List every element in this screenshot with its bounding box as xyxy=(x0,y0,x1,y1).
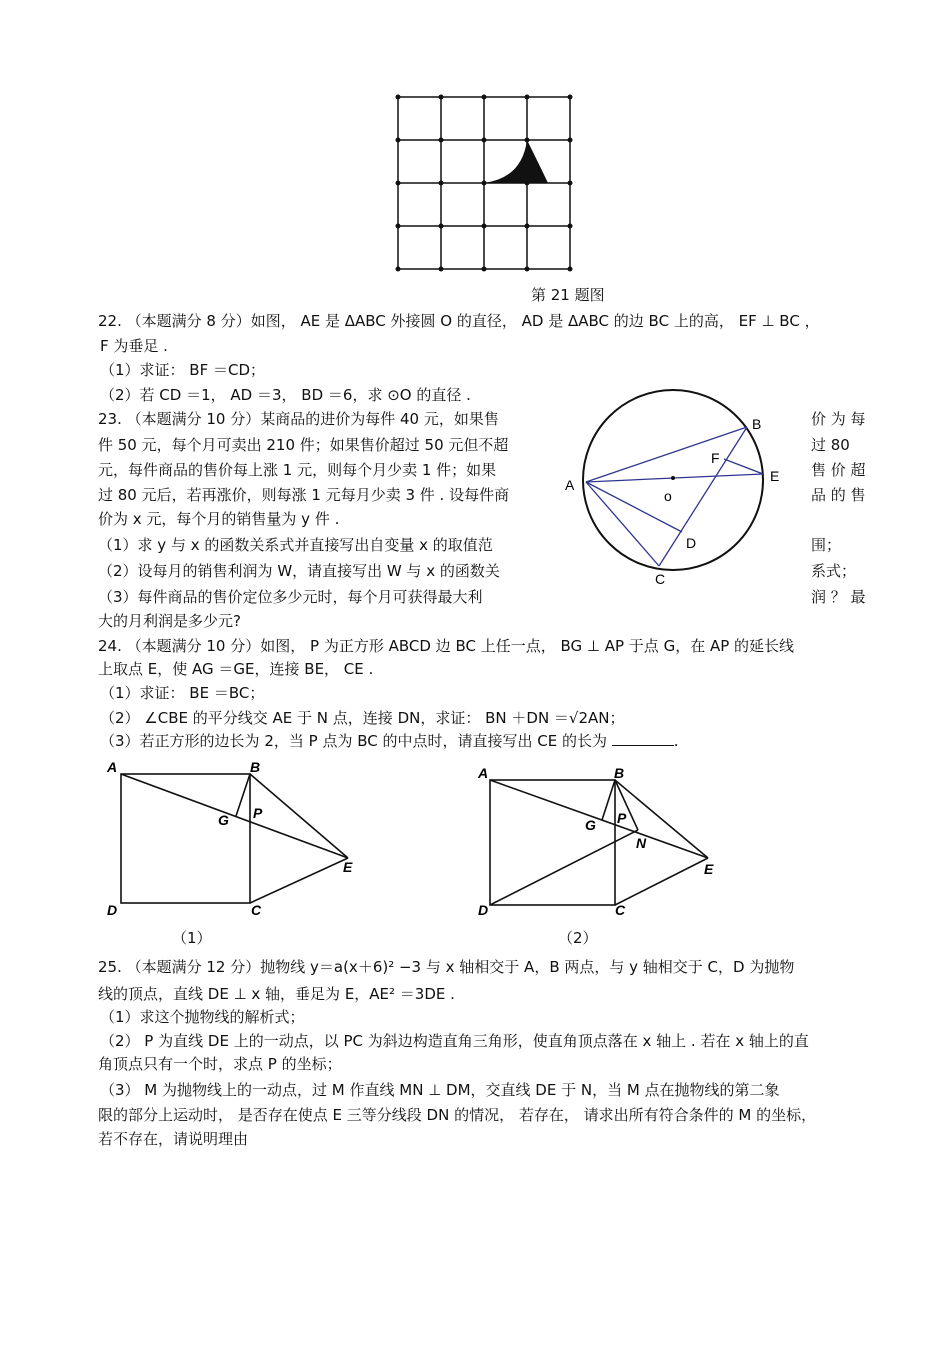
q23-right-4: 品 的 售 xyxy=(811,486,866,504)
q24-sub-2: （2） ∠CBE 的平分线交 AE 于 N 点，连接 DN，求证： BN ＋DN ＝√2AN； xyxy=(100,709,625,727)
fig24-caption-1: （1） xyxy=(172,929,212,947)
fig1-label-a: A xyxy=(107,759,118,775)
fig1-label-p: P xyxy=(253,805,263,821)
figure-21-caption: 第 21 题图 xyxy=(531,286,605,304)
fig1-label-c: C xyxy=(251,902,262,918)
fig2-label-n: N xyxy=(636,835,647,851)
q22-sub-1: （1）求证： BF ＝CD； xyxy=(100,361,266,379)
q23-right-8: 润 ？ 最 xyxy=(811,588,866,606)
q24-sub-1: （1）求证： BE ＝BC； xyxy=(100,684,265,702)
fig2-label-p: P xyxy=(617,810,627,826)
fig1-label-b: B xyxy=(250,759,261,775)
circle-label-d: D xyxy=(686,535,697,551)
q23-right-1: 价 为 每 xyxy=(811,410,866,428)
q25-sub-3c: 若不存在，请说明理由 xyxy=(98,1130,249,1148)
q25-sub-3a: （3） M 为抛物线上的一动点，过 M 作直线 MN ⊥ DM，交直线 DE 于 N，当 M 点在抛物线的第二象 xyxy=(100,1081,780,1099)
q24-line-1: 24. （本题满分 10 分）如图， P 为正方形 ABCD 边 BC 上任一点， BG ⊥ AP 于点 G，在 AP 的延长线 xyxy=(98,637,795,655)
q23-left-3: 元，每件商品的售价每上涨 1 元，则每个月少卖 1 件；如果 xyxy=(98,461,497,479)
circle-label-c: C xyxy=(655,571,666,587)
q23-left-6: （1）求 y 与 x 的函数关系式并直接写出自变量 x 的取值范 xyxy=(98,536,493,554)
q25-line-1: 25. （本题满分 12 分）抛物线 y＝a(x＋6)² −3 与 x 轴相交于 A，B 两点，与 y 轴相交于 C，D 为抛物 xyxy=(98,958,795,976)
q23-left-8: （3）每件商品的售价定位多少元时，每个月可获得最大利 xyxy=(98,588,483,606)
q24-line-2: 上取点 E，使 AG ＝GE，连接 BE， CE . xyxy=(98,660,374,678)
fig2-label-e: E xyxy=(704,861,714,877)
circle-label-f: F xyxy=(711,450,720,466)
q22-line-2: F 为垂足 . xyxy=(100,337,168,355)
q23-left-5: 价为 x 元，每个月的销售量为 y 件 . xyxy=(98,510,340,528)
circle-label-e: E xyxy=(770,468,780,484)
circle-label-o: o xyxy=(664,488,672,504)
fig2-label-a: A xyxy=(478,765,489,781)
q25-sub-3b: 限的部分上运动时， 是否存在使点 E 三等分线段 DN 的情况， 若存在， 请求出所有符合条件的 M 的坐标， xyxy=(98,1106,817,1124)
q23-right-7: 系式； xyxy=(811,562,857,580)
q25-line-2: 线的顶点，直线 DE ⊥ x 轴，垂足为 E，AE² ＝3DE . xyxy=(98,985,455,1003)
q23-right-6: 围； xyxy=(811,536,842,554)
fig24-caption-2: （2） xyxy=(558,929,598,947)
fig1-label-d: D xyxy=(107,902,118,918)
q24-sub-3-text: （3）若正方形的边长为 2，当 P 点为 BC 的中点时，请直接写出 CE 的长为 xyxy=(100,732,607,750)
fig1-label-g: G xyxy=(218,812,229,828)
fig2-label-c: C xyxy=(615,902,626,918)
circle-label-b: B xyxy=(752,416,762,432)
q23-last: 大的月利润是多少元? xyxy=(98,612,241,630)
q23-left-1: 23. （本题满分 10 分）某商品的进价为每件 40 元，如果售 xyxy=(98,410,499,428)
q23-right-3: 售 价 超 xyxy=(811,461,866,479)
q23-left-7: （2）设每月的销售利润为 W，请直接写出 W 与 x 的函数关 xyxy=(98,562,500,580)
q25-sub-1: （1）求这个抛物线的解析式； xyxy=(100,1008,305,1026)
fig2-label-g: G xyxy=(585,817,596,833)
q23-left-2: 件 50 元，每个月可卖出 210 件；如果售价超过 50 元但不超 xyxy=(98,436,509,454)
q23-left-4: 过 80 元后，若再涨价，则每涨 1 元每月少卖 3 件 . 设每件商 xyxy=(98,486,510,504)
fig1-label-e: E xyxy=(343,859,353,875)
q22-sub-2: （2）若 CD ＝1， AD ＝3， BD ＝6，求 ⊙O 的直径 . xyxy=(100,386,471,404)
q25-sub-2b: 角顶点只有一个时，求点 P 的坐标； xyxy=(98,1055,342,1073)
circle-label-a: A xyxy=(565,477,575,493)
fig2-label-d: D xyxy=(478,902,489,918)
q22-line-1: 22. （本题满分 8 分）如图， AE 是 ΔABC 外接圆 O 的直径， AD 是 ΔABC 的边 BC 上的高， EF ⊥ BC ， xyxy=(98,312,820,330)
q24-blank-tail: . xyxy=(673,732,679,750)
q23-right-2: 过 80 xyxy=(811,436,850,454)
fig2-label-b: B xyxy=(614,765,625,781)
q25-sub-2a: （2） P 为直线 DE 上的一动点，以 PC 为斜边构造直角三角形，使直角顶点落在 x 轴上 . 若在 x 轴上的直 xyxy=(100,1032,809,1050)
